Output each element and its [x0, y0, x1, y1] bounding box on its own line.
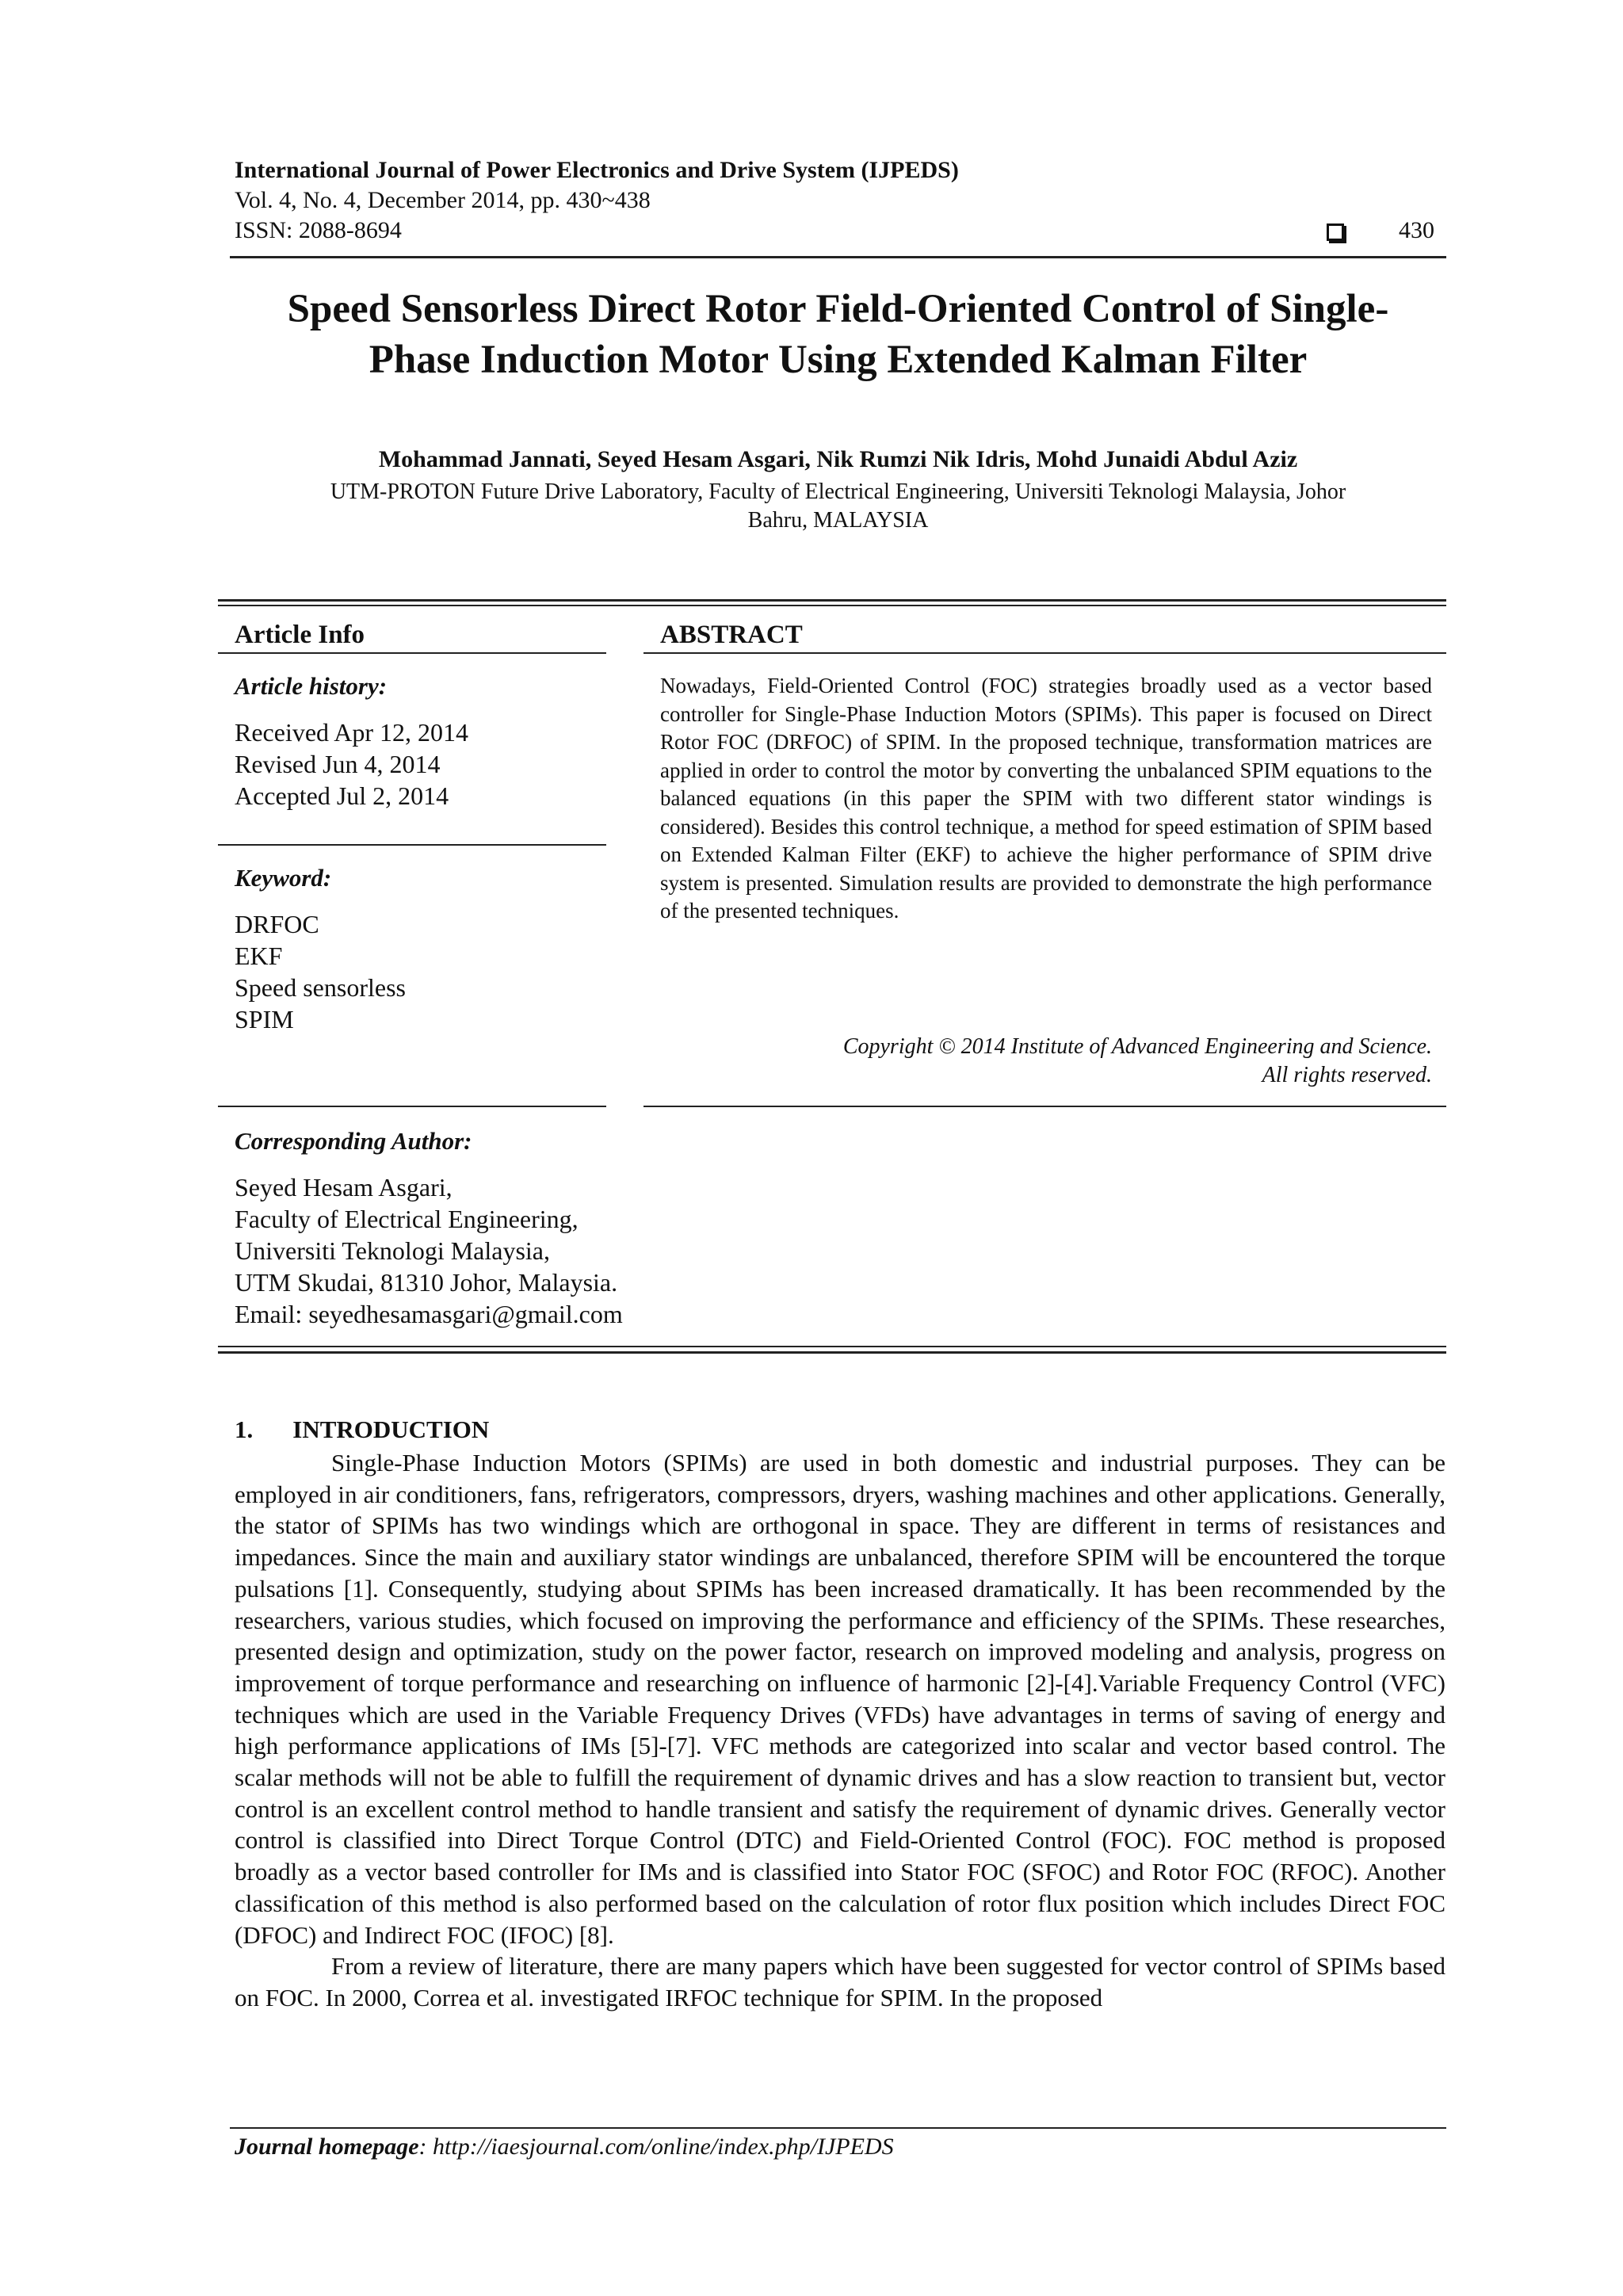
abstract-rule [643, 652, 1446, 654]
info-box-top-rule-inner [218, 605, 1446, 606]
introduction-body [235, 1447, 1445, 2014]
article-history-heading: Article history: [235, 672, 388, 700]
corresponding-email: Email: seyedhesamasgari@gmail.com [235, 1300, 623, 1328]
corresponding-heading: Corresponding Author: [235, 1127, 472, 1155]
history-revised: Revised Jun 4, 2014 [235, 750, 441, 778]
journal-homepage [235, 2134, 894, 2160]
corresponding-faculty: Faculty of Electrical Engineering, [235, 1205, 579, 1233]
abstract-bottom-rule [643, 1106, 1446, 1107]
copyright [660, 1033, 1432, 1090]
abstract-text: Nowadays, Field-Oriented Control (FOC) strategies broadly used as a vector based controller for Single-Phase Induction Motors (SPIMs). This paper is focused on Direct Rotor FOC (DRFOC) of SPIM. In the proposed technique, transformation matrices are applied in order to control the motor by converting the unbalanced SPIM equations to the balanced equations (in this paper the SPIM with two different stator windings is considered). Besides this control technique, a method for speed estimation of SPIM based on Extended Kalman Filter (EKF) to achieve the higher performance of SPIM drive system is presented. Simulation results are provided to demonstrate the high performance of the presented techniques. [660, 674, 1432, 923]
keyword-list [235, 908, 406, 1035]
intro-paragraph: Single-Phase Induction Motors (SPIMs) are used in both domestic and industrial purposes. They can be employed in air conditioners, fans, refrigerators, compressors, dryers, washing machines and other applications. Generally, the stator of SPIMs has two windings which are orthogonal in space. They are different in terms of resistances and impedances. Since the main and auxiliary stator windings are unbalanced, therefore SPIM will be encountered the torque pulsations [1]. Consequently, studying about SPIMs has been increased dramatically. It has been recommended by the researchers, various studies, which focused on improving the performance and efficiency of the SPIMs. These researches, presented design and optimization, study on the power factor, research on improved modeling and analysis, progress on improvement of torque performance and researching on influence of harmonic [2]-[4].Variable Frequency Control (VFC) techniques which are used in the Variable Frequency Drives (VFDs) have advantages in terms of saving of energy and high performance applications of IMs [5]-[7]. VFC methods are categorized into scalar and vector based control. The scalar methods will not be able to fulfill the requirement of dynamic drives and has a slow reaction to transient but, vector control is an excellent control method to handle transient and satisfy the requirement of dynamic drives. Generally vector control is classified into Direct Torque Control (DTC) and Field-Oriented Control (FOC). FOC method is proposed broadly as a vector based controller for IMs and is classified into Stator FOC (SFOC) and Rotor FOC (RFOC). Another classification of this method is also performed based on the calculation of rotor flux position which includes Direct FOC (DFOC) and Indirect FOC (IFOC) [8]. [235, 1449, 1445, 1949]
paper-title-line1: Speed Sensorless Direct Rotor Field-Oriented Control of Single- [287, 287, 1389, 331]
keyword-item: DRFOC [235, 910, 319, 938]
section-number: 1. [235, 1415, 254, 1443]
keyword-item: EKF [235, 942, 283, 970]
author-list: Mohammad Jannati, Seyed Hesam Asgari, Nik Rumzi Nik Idris, Mohd Junaidi Abdul Aziz [378, 446, 1298, 472]
keyword-rule [218, 1106, 606, 1107]
keyword-item: Speed sensorless [235, 973, 406, 1002]
homepage-url[interactable]: : http://iaesjournal.com/online/index.php/IJPEDS [418, 2134, 894, 2160]
history-rule [218, 844, 606, 846]
affiliation [230, 478, 1446, 535]
abstract-heading: ABSTRACT [660, 621, 803, 649]
copyright-line2: All rights reserved. [1262, 1063, 1432, 1087]
corresponding-author [235, 1171, 623, 1330]
article-info-heading: Article Info [235, 621, 365, 649]
issn: ISSN: 2088-8694 [235, 217, 402, 243]
corresponding-name: Seyed Hesam Asgari, [235, 1173, 453, 1201]
intro-paragraph: From a review of literature, there are many papers which have been suggested for vector control of SPIMs based on FOC. In 2000, Correa et al. investigated IRFOC technique for SPIM. In the proposed [235, 1952, 1445, 2011]
affiliation-line2: Bahru, MALAYSIA [747, 508, 929, 533]
introduction-heading [235, 1415, 489, 1444]
paper-title-line2: Phase Induction Motor Using Extended Kalman Filter [369, 338, 1308, 382]
article-info-rule [218, 652, 606, 654]
info-box-bottom-rule [218, 1351, 1446, 1354]
affiliation-line1: UTM-PROTON Future Drive Laboratory, Faculty of Electrical Engineering, Universiti Teknologi Malaysia, Johor [330, 479, 1346, 504]
corresponding-university: Universiti Teknologi Malaysia, [235, 1236, 550, 1265]
info-box-top-rule [218, 599, 1446, 602]
copyright-line1: Copyright © 2014 Institute of Advanced Engineering and Science. [842, 1034, 1432, 1059]
journal-name: International Journal of Power Electronics and Drive System (IJPEDS) [235, 157, 959, 183]
header-rule [230, 256, 1446, 258]
page-number: 430 [1399, 217, 1434, 243]
history-accepted: Accepted Jul 2, 2014 [235, 781, 449, 810]
homepage-label: Journal homepage [235, 2134, 419, 2160]
footer-rule [230, 2127, 1446, 2129]
paper-title [230, 284, 1446, 385]
corresponding-address: UTM Skudai, 81310 Johor, Malaysia. [235, 1268, 618, 1297]
article-history [235, 716, 468, 812]
info-box-bottom-rule-inner [218, 1346, 1446, 1347]
checkbox-icon [1327, 223, 1344, 241]
keyword-item: SPIM [235, 1005, 294, 1033]
section-title: INTRODUCTION [292, 1415, 490, 1443]
volume-line: Vol. 4, No. 4, December 2014, pp. 430~438 [235, 187, 651, 213]
keyword-heading: Keyword: [235, 864, 332, 892]
history-received: Received Apr 12, 2014 [235, 718, 469, 747]
